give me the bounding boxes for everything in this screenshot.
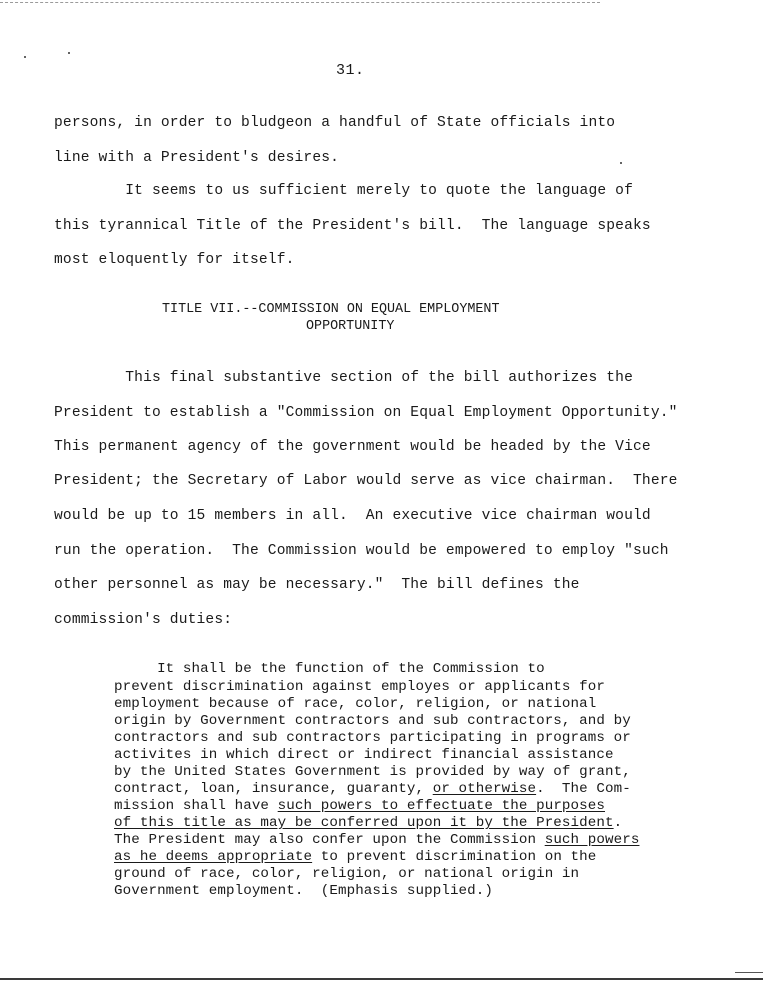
body-line: would be up to 15 members in all. An executive vice chairman would (54, 508, 651, 524)
emphasized-text: such powers to effectuate the purposes (277, 798, 605, 814)
emphasized-text: as he deems appropriate (114, 849, 313, 865)
body-line: other personnel as may be necessary." The bill defines the (54, 577, 580, 593)
body-line: commission's duties: (54, 612, 233, 628)
quote-line: origin by Government contractors and sub contractors, and by (114, 713, 631, 729)
top-dashed-rule (0, 2, 600, 3)
body-line: It seems to us sufficient merely to quote the language of (54, 183, 633, 199)
quote-line (114, 815, 622, 832)
body-line: This final substantive section of the bill authorizes the (54, 370, 633, 386)
body-line: President to establish a "Commission on Equal Employment Opportunity." (54, 405, 678, 421)
body-line: line with a President's desires. (54, 150, 340, 166)
quote-text: . The Com- (536, 781, 631, 797)
body-line: most eloquently for itself. (54, 252, 295, 268)
quote-line (114, 798, 605, 815)
quote-text: . (613, 815, 623, 831)
bottom-rule (0, 978, 763, 980)
quote-line: activites in which direct or indirect financial assistance (114, 747, 614, 763)
scan-speck (24, 56, 26, 58)
emphasized-text: or otherwise (432, 781, 537, 797)
body-line: persons, in order to bludgeon a handful of State officials into (54, 115, 616, 131)
quote-line: It shall be the function of the Commission to (114, 661, 545, 677)
emphasized-text: of this title as may be conferred upon it by the President (114, 815, 614, 831)
bottom-right-rule (735, 972, 763, 973)
body-line: run the operation. The Commission would be empowered to employ "such (54, 543, 669, 559)
quote-line: prevent discrimination against employes or applicants for (114, 679, 605, 695)
emphasized-text: such powers (544, 832, 640, 848)
quote-line: Government employment. (Emphasis supplied.) (114, 883, 494, 899)
quote-text: mission shall have (114, 798, 278, 814)
quote-text: contract, loan, insurance, guaranty, (114, 781, 433, 797)
quote-line: ground of race, color, religion, or national origin in (114, 866, 580, 882)
quote-text: The President may also confer upon the Commission (114, 832, 545, 848)
scan-speck (68, 52, 70, 54)
quote-line: contractors and sub contractors participating in programs or (114, 730, 631, 746)
quote-text: to prevent discrimination on the (312, 849, 597, 865)
body-line: This permanent agency of the government would be headed by the Vice (54, 439, 651, 455)
page-number: 31. (336, 62, 365, 79)
section-heading-line2: OPPORTUNITY (306, 319, 395, 334)
body-line: this tyrannical Title of the President's bill. The language speaks (54, 218, 651, 234)
body-line: President; the Secretary of Labor would serve as vice chairman. There (54, 473, 678, 489)
section-heading-line1: TITLE VII.--COMMISSION ON EQUAL EMPLOYMENT (162, 302, 500, 317)
quote-line: employment because of race, color, religion, or national (114, 696, 597, 712)
quote-line (114, 781, 631, 798)
quote-line (114, 832, 639, 849)
quote-line: by the United States Government is provided by way of grant, (114, 764, 631, 780)
quote-line (114, 849, 596, 866)
scan-speck (620, 162, 622, 164)
